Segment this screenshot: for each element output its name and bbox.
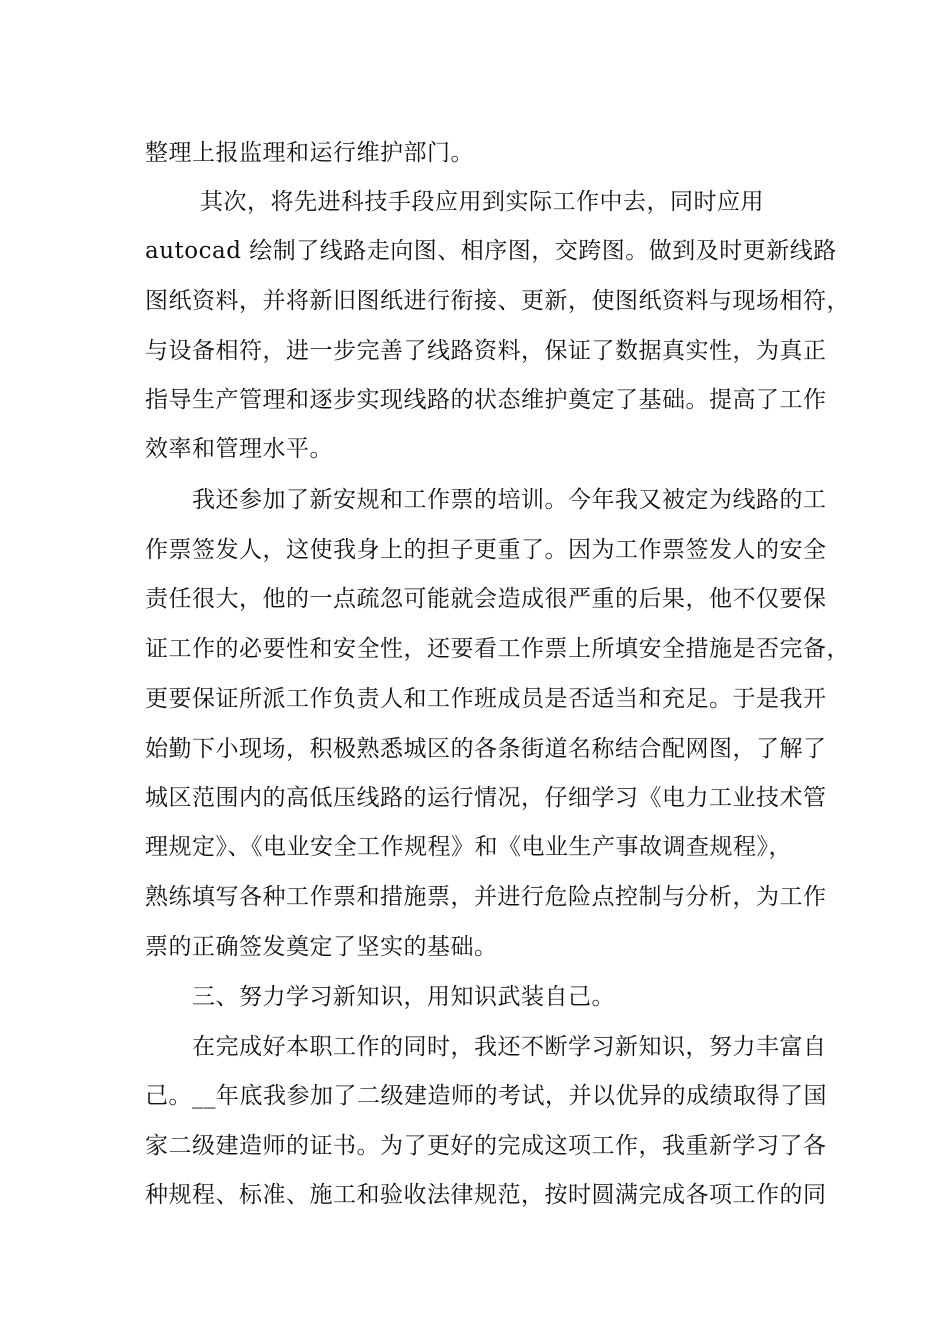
text-line: 整理上报监理和运行维护部门。	[145, 140, 474, 166]
text-line: 城区范围内的高低压线路的运行情况，仔细学习《电力工业技术管	[145, 785, 827, 811]
text-line: 与设备相符，进一步完善了线路资料，保证了数据真实性，为真正	[145, 338, 827, 364]
text-line: 己。__年底我参加了二级建造师的考试，并以优异的成绩取得了国	[145, 1083, 827, 1109]
text-line: 熟练填写各种工作票和措施票，并进行危险点控制与分析，为工作	[145, 884, 827, 910]
text-line: 图纸资料，并将新旧图纸进行衔接、更新，使图纸资料与现场相符，	[145, 288, 850, 314]
text-line: 效率和管理水平。	[145, 436, 333, 462]
text-line: 始勤下小现场，积极熟悉城区的各条街道名称结合配网图，了解了	[145, 736, 827, 762]
text-line: 责任很大，他的一点疏忽可能就会造成很严重的后果，他不仅要保	[145, 586, 827, 612]
text-line: 理规定》、《电业安全工作规程》和《电业生产事故调查规程》，	[145, 834, 792, 860]
text-line: autocad 绘制了线路走向图、相序图，交跨图。做到及时更新线路	[145, 238, 837, 264]
text-line: 作票签发人，这使我身上的担子更重了。因为工作票签发人的安全	[145, 537, 827, 563]
paragraph-start-line: 我还参加了新安规和工作票的培训。今年我又被定为线路的工	[192, 487, 827, 513]
text-line: 指导生产管理和逐步实现线路的状态维护奠定了基础。提高了工作	[145, 387, 827, 413]
text-line: 家二级建造师的证书。为了更好的完成这项工作，我重新学习了各	[145, 1133, 827, 1159]
section-heading: 三、努力学习新知识，用知识武装自己。	[192, 984, 615, 1010]
text-line: 种规程、标准、施工和验收法律规范，按时圆满完成各项工作的同	[145, 1182, 827, 1208]
paragraph-start-line: 其次，将先进科技手段应用到实际工作中去，同时应用	[200, 189, 764, 215]
text-line: 证工作的必要性和安全性，还要看工作票上所填安全措施是否完备，	[145, 636, 850, 662]
text-line: 更要保证所派工作负责人和工作班成员是否适当和充足。于是我开	[145, 686, 827, 712]
paragraph-start-line: 在完成好本职工作的同时，我还不断学习新知识，努力丰富自	[192, 1034, 827, 1060]
text-line: 票的正确签发奠定了坚实的基础。	[145, 934, 498, 960]
